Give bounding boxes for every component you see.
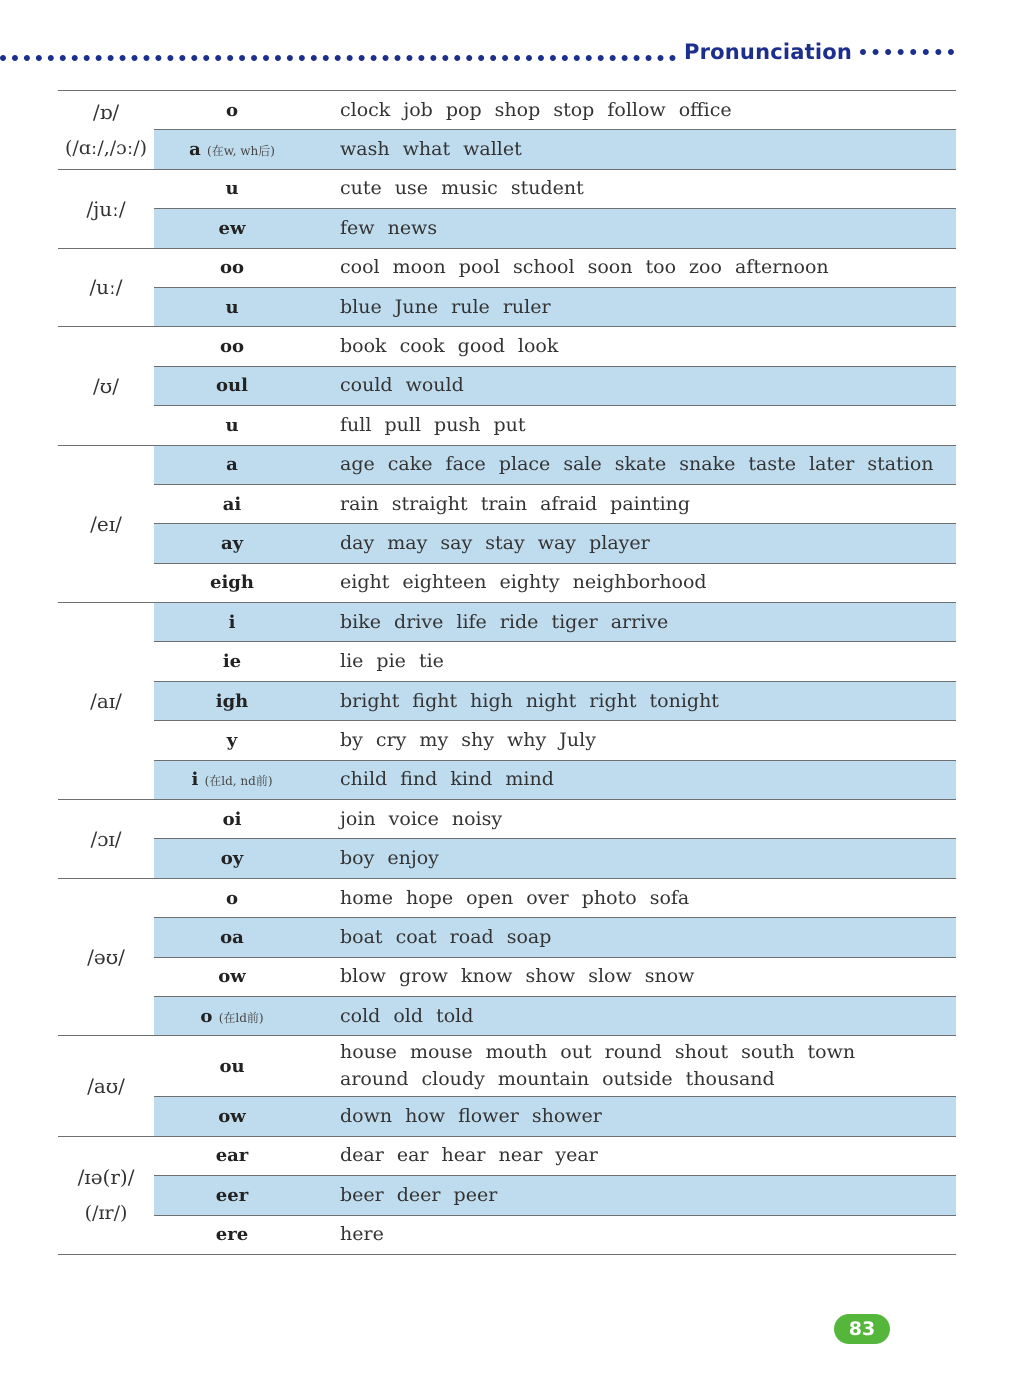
spelling-cell xyxy=(154,612,310,633)
phoneme-group xyxy=(58,800,956,879)
spelling: i xyxy=(228,611,236,633)
spelling: u xyxy=(225,414,239,436)
spelling: eigh xyxy=(210,572,254,594)
spelling-cell xyxy=(154,454,310,475)
example-words: blow grow know show slow snow xyxy=(340,965,695,988)
spelling: eer xyxy=(215,1184,249,1206)
spelling-cell xyxy=(154,139,310,160)
spelling-row xyxy=(154,879,956,917)
spelling: o xyxy=(225,887,238,909)
spelling-cell xyxy=(154,809,310,830)
spelling-cell xyxy=(154,572,310,593)
phoneme-group xyxy=(58,446,956,604)
phoneme-cell xyxy=(58,91,154,169)
spelling-note: (在w, wh后) xyxy=(207,144,275,159)
example-words: child find kind mind xyxy=(340,768,554,791)
spelling: y xyxy=(226,729,238,751)
spelling: o xyxy=(225,99,238,121)
phoneme-cell xyxy=(58,1036,154,1135)
example-words: boat coat road soap xyxy=(340,925,552,948)
spelling-cell xyxy=(154,769,310,790)
spelling: o xyxy=(200,1005,213,1027)
spelling: oul xyxy=(216,375,248,397)
spelling: oy xyxy=(220,848,244,870)
spelling-cell xyxy=(154,297,310,318)
spelling-cell xyxy=(154,1145,310,1166)
spelling: oo xyxy=(219,257,244,279)
spelling-row xyxy=(154,996,956,1035)
example-words: book cook good look xyxy=(340,335,559,358)
spelling-cell xyxy=(154,218,310,239)
spelling: ie xyxy=(222,651,242,673)
example-words: lie pie tie xyxy=(340,650,444,673)
spelling-row xyxy=(154,446,956,484)
spelling-row xyxy=(154,720,956,759)
spelling: oi xyxy=(222,808,242,830)
phoneme-group xyxy=(58,603,956,800)
spelling-note: (在ld前) xyxy=(218,1010,264,1025)
spelling: oo xyxy=(219,336,244,358)
spelling-row xyxy=(154,170,956,208)
phoneme-group xyxy=(58,170,956,249)
spelling-cell xyxy=(154,730,310,751)
spelling: ew xyxy=(218,217,246,239)
spelling-row xyxy=(154,287,956,326)
example-words: wash what wallet xyxy=(340,138,522,161)
phoneme-cell xyxy=(58,327,154,444)
spelling-row xyxy=(154,641,956,680)
phoneme-symbol: /juː/ xyxy=(86,196,126,221)
example-words: eight eighteen eighty neighborhood xyxy=(340,571,707,594)
phoneme-alternate: (/ɑː/,/ɔː/) xyxy=(64,136,148,159)
phoneme-symbol: /aʊ/ xyxy=(87,1074,125,1099)
spelling-note: (在ld, nd前) xyxy=(204,774,273,789)
example-words: home hope open over photo sofa xyxy=(340,886,690,909)
header-dotted-rule-right xyxy=(860,49,954,55)
phoneme-cell xyxy=(58,249,154,327)
spelling-cell xyxy=(154,1006,310,1027)
phoneme-cell xyxy=(58,170,154,248)
example-words: full pull push put xyxy=(340,413,526,436)
phoneme-cell xyxy=(58,879,154,1036)
spelling-cell xyxy=(154,1106,310,1127)
example-words: by cry my shy why July xyxy=(340,728,596,751)
spelling-cell xyxy=(154,375,310,396)
phoneme-group xyxy=(58,1137,956,1255)
page-number-badge: 83 xyxy=(834,1314,890,1344)
phoneme-group xyxy=(58,1036,956,1136)
spelling: ear xyxy=(215,1145,249,1167)
spelling: a xyxy=(226,454,238,476)
page-header xyxy=(0,40,960,70)
spelling-cell xyxy=(154,494,310,515)
phoneme-group xyxy=(58,879,956,1037)
spelling-cell xyxy=(154,848,310,869)
example-words: boy enjoy xyxy=(340,847,439,870)
spelling-row xyxy=(154,129,956,168)
pronunciation-table xyxy=(58,90,956,1255)
spelling-cell xyxy=(154,1185,310,1206)
example-words: join voice noisy xyxy=(340,807,503,830)
spelling-row xyxy=(154,563,956,602)
phoneme-group xyxy=(58,249,956,328)
spelling-cell xyxy=(154,691,310,712)
spelling: i xyxy=(191,769,199,791)
spelling-row xyxy=(154,603,956,641)
spelling: igh xyxy=(215,690,249,712)
phoneme-symbol: /ɔɪ/ xyxy=(90,826,122,851)
spelling-row xyxy=(154,366,956,405)
example-words-line: house mouse mouth out round shout south town xyxy=(340,1041,856,1064)
spelling-row xyxy=(154,523,956,562)
spelling-cell xyxy=(154,1224,310,1245)
phoneme-cell xyxy=(58,1137,154,1254)
spelling-row xyxy=(154,957,956,996)
spelling-row xyxy=(154,838,956,877)
spelling-row xyxy=(154,327,956,365)
section-title: Pronunciation xyxy=(684,40,853,64)
phoneme-symbol: /ʊ/ xyxy=(93,373,119,398)
phoneme-alternate: (/ɪr/) xyxy=(84,1202,128,1225)
spelling-row xyxy=(154,1137,956,1175)
example-words: day may say stay way player xyxy=(340,531,650,554)
spelling-row xyxy=(154,1096,956,1135)
spelling-row xyxy=(154,208,956,247)
spelling-row xyxy=(154,1175,956,1214)
spelling-cell xyxy=(154,100,310,121)
spelling: ow xyxy=(218,966,246,988)
spelling: ai xyxy=(222,493,242,515)
spelling-row xyxy=(154,800,956,838)
example-words-line: around cloudy mountain outside thousand xyxy=(340,1068,775,1091)
spelling-row xyxy=(154,917,956,956)
example-words: cool moon pool school soon too zoo afternoon xyxy=(340,256,829,279)
spelling: ow xyxy=(218,1106,246,1128)
example-words xyxy=(310,1039,855,1093)
spelling-row xyxy=(154,405,956,444)
phoneme-group xyxy=(58,91,956,170)
spelling-row xyxy=(154,1215,956,1254)
spelling-row xyxy=(154,91,956,129)
example-words: clock job pop shop stop follow office xyxy=(340,98,732,121)
phoneme-symbol: /uː/ xyxy=(89,275,123,300)
spelling: ere xyxy=(215,1224,249,1246)
example-words: cold old told xyxy=(340,1004,474,1027)
spelling-cell xyxy=(154,533,310,554)
spelling: ou xyxy=(219,1055,245,1077)
phoneme-cell xyxy=(58,446,154,603)
phoneme-symbol: /ɪə(r)/ xyxy=(77,1165,135,1190)
spelling: a xyxy=(189,139,201,161)
spelling-row xyxy=(154,484,956,523)
phoneme-group xyxy=(58,327,956,445)
spelling-cell xyxy=(154,966,310,987)
header-dotted-rule xyxy=(0,55,676,61)
example-words: here xyxy=(340,1223,384,1246)
example-words: few news xyxy=(340,216,438,239)
example-words: dear ear hear near year xyxy=(340,1144,598,1167)
phoneme-symbol: /ɒ/ xyxy=(92,99,120,124)
spelling-cell xyxy=(154,1056,310,1077)
spelling: oa xyxy=(220,926,244,948)
spelling-cell xyxy=(154,415,310,436)
spelling-row xyxy=(154,760,956,799)
example-words: age cake face place sale skate snake taste later station xyxy=(340,453,934,476)
spelling-row xyxy=(154,681,956,720)
spelling-cell xyxy=(154,927,310,948)
example-words: bright fight high night right tonight xyxy=(340,689,719,712)
spelling: u xyxy=(225,178,239,200)
spelling-cell xyxy=(154,651,310,672)
phoneme-symbol: /əʊ/ xyxy=(87,945,125,970)
spelling: ay xyxy=(220,532,244,554)
spelling-row xyxy=(154,249,956,287)
example-words: could would xyxy=(340,374,464,397)
phoneme-symbol: /eɪ/ xyxy=(90,511,122,536)
spelling-cell xyxy=(154,178,310,199)
example-words: blue June rule ruler xyxy=(340,295,551,318)
example-words: beer deer peer xyxy=(340,1183,498,1206)
spelling: u xyxy=(225,296,239,318)
spelling-cell xyxy=(154,888,310,909)
phoneme-cell xyxy=(58,603,154,799)
phoneme-symbol: /aɪ/ xyxy=(90,689,122,714)
spelling-cell xyxy=(154,336,310,357)
example-words: rain straight train afraid painting xyxy=(340,492,691,515)
spelling-cell xyxy=(154,257,310,278)
example-words: bike drive life ride tiger arrive xyxy=(340,610,669,633)
spelling-row xyxy=(154,1036,956,1096)
example-words: down how flower shower xyxy=(340,1105,602,1128)
phoneme-cell xyxy=(58,800,154,878)
example-words: cute use music student xyxy=(340,177,584,200)
